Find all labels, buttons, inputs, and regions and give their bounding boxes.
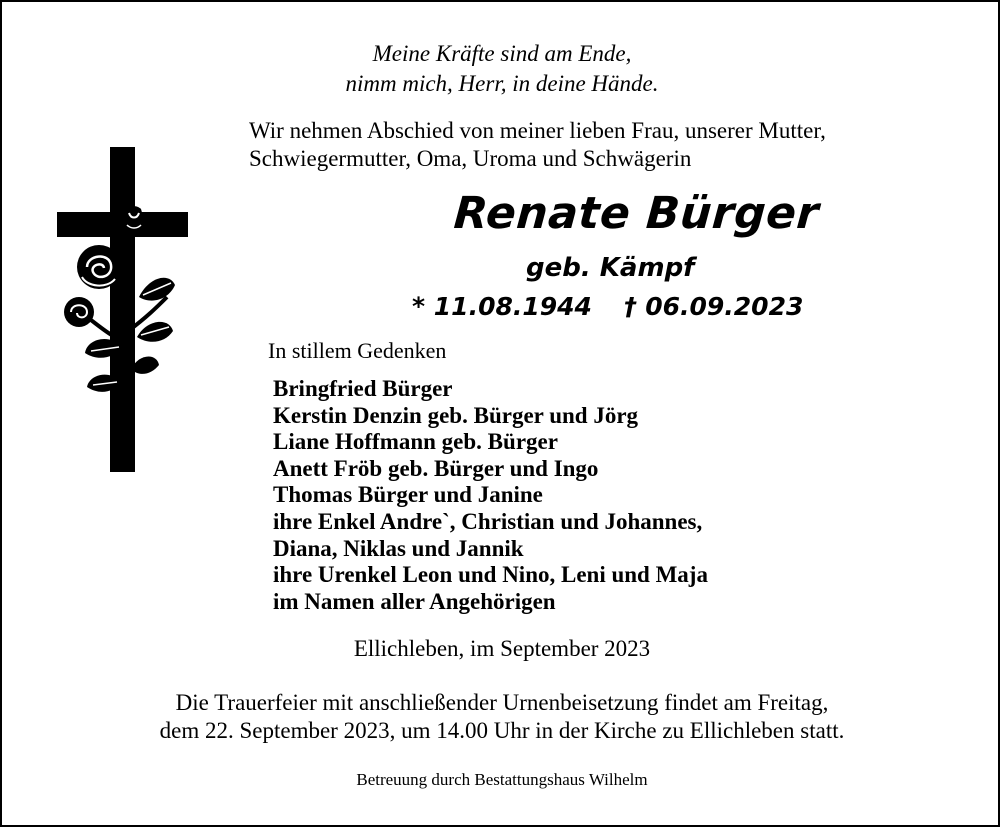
intro-line-1: Wir nehmen Abschied von meiner lieben Frau, unserer Mutter, [249, 118, 826, 143]
place-and-date: Ellichleben, im September 2023 [353, 636, 651, 661]
ceremony-line-1: Die Trauerfeier mit anschließender Urnenbeisetzung findet am Freitag, [175, 690, 829, 715]
cross-with-roses-icon [57, 147, 192, 477]
mourner-line: Anett Fröb geb. Bürger und Ingo [273, 455, 599, 481]
ceremony-notice [2, 689, 1000, 745]
mourner-line: Kerstin Denzin geb. Bürger und Jörg [273, 402, 639, 428]
remembrance-heading: In stillem Gedenken [268, 338, 447, 363]
birth-date: * 11.08.1944 [412, 292, 592, 321]
death-date: † 06.09.2023 [624, 292, 804, 321]
mourner-line: Liane Hoffmann geb. Bürger [273, 429, 558, 455]
verse-line-2: nimm mich, Herr, in deine Hände. [345, 71, 659, 96]
verse-line-1: Meine Kräfte sind am Ende, [372, 41, 632, 66]
mourners-list [273, 376, 708, 615]
intro-line-2: Schwiegermutter, Oma, Uroma und Schwägerin [249, 146, 692, 171]
ceremony-line-2: dem 22. September 2023, um 14.00 Uhr in der Kirche zu Ellichleben statt. [159, 718, 845, 743]
mourner-line: ihre Enkel Andre`, Christian und Johannes, [273, 508, 703, 534]
deceased-name: Renate Bürger [452, 188, 821, 239]
mourner-line: Thomas Bürger und Janine [273, 482, 543, 508]
undertaker-credit: Betreuung durch Bestattungshaus Wilhelm [356, 770, 648, 789]
mourner-line: ihre Urenkel Leon und Nino, Leni und Maja [273, 562, 708, 588]
mourner-line: Bringfried Bürger [273, 376, 453, 401]
verse [2, 39, 1000, 99]
mourner-line: im Namen aller Angehörigen [273, 588, 556, 614]
mourner-line: Diana, Niklas und Jannik [273, 535, 524, 561]
maiden-name: geb. Kämpf [526, 253, 695, 283]
farewell-intro [249, 117, 826, 173]
